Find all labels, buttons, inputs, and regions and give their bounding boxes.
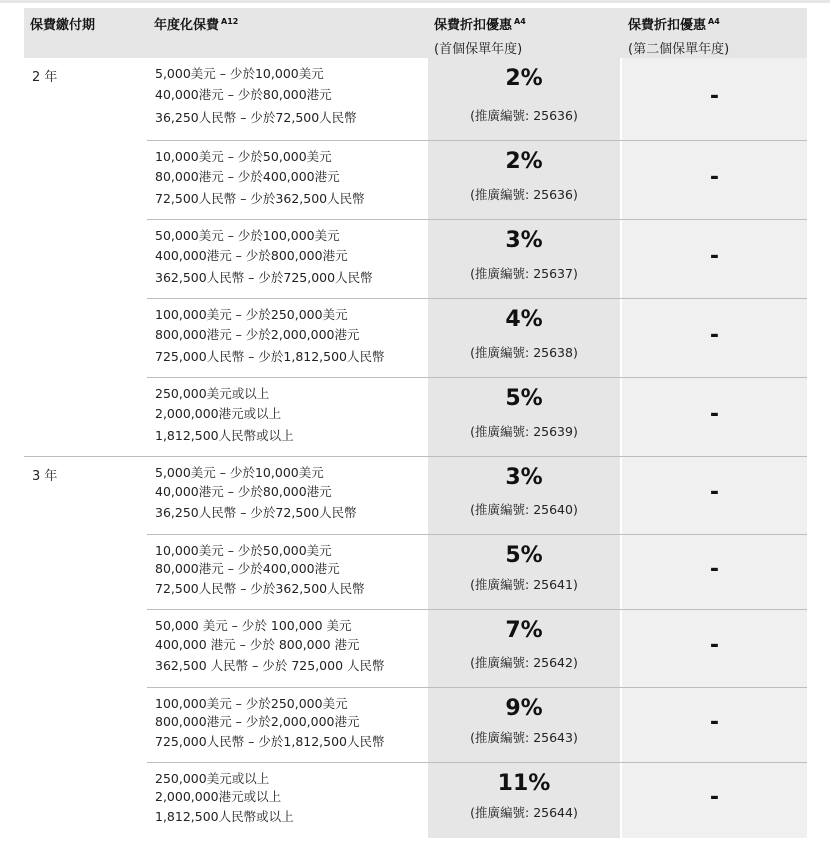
premium-range: 80,000港元 – 少於400,000港元 [155, 169, 340, 184]
promo-code: (推廣編號: 25638) [470, 345, 578, 360]
second-year-discount: - [709, 785, 720, 810]
premium-range: 362,500人民幣 – 少於725,000人民幣 [155, 270, 373, 285]
premium-range: 2,000,000港元或以上 [155, 789, 282, 804]
table-row [24, 457, 807, 535]
discount-percent: 5% [505, 543, 543, 568]
premium-range: 400,000 港元 – 少於 800,000 港元 [155, 637, 360, 652]
footnote-a12: A12 [221, 17, 239, 26]
premium-range: 5,000美元 – 少於10,000美元 [155, 66, 324, 81]
second-year-discount: - [709, 710, 720, 735]
header-second-year-discount: 保費折扣優惠 $^{A4}$ [628, 17, 720, 33]
promo-code: (推廣編號: 25643) [470, 730, 578, 745]
payment-period: 3 年 [32, 469, 58, 484]
promo-code: (推廣編號: 25640) [470, 502, 578, 517]
table-row [24, 610, 807, 688]
header-second-year-sub: (第二個保單年度) [628, 42, 730, 57]
premium-range: 1,812,500人民幣或以上 [155, 809, 294, 824]
premium-range: 250,000美元或以上 [155, 386, 270, 401]
top-border [0, 0, 830, 3]
second-year-discount: - [709, 480, 720, 505]
promo-code: (推廣編號: 25636) [470, 187, 578, 202]
footnote-a4-second: A4 [708, 17, 720, 26]
second-year-discount: - [709, 244, 720, 269]
table-row [24, 58, 807, 141]
premium-range: 36,250人民幣 – 少於72,500人民幣 [155, 110, 357, 125]
second-year-discount: - [709, 402, 720, 427]
second-year-discount: - [709, 557, 720, 582]
premium-range: 725,000人民幣 – 少於1,812,500人民幣 [155, 734, 385, 749]
premium-range: 362,500 人民幣 – 少於 725,000 人民幣 [155, 658, 385, 673]
premium-range: 1,812,500人民幣或以上 [155, 428, 294, 443]
premium-range: 50,000美元 – 少於100,000美元 [155, 228, 340, 243]
premium-range: 725,000人民幣 – 少於1,812,500人民幣 [155, 349, 385, 364]
premium-range: 36,250人民幣 – 少於72,500人民幣 [155, 505, 357, 520]
premium-range: 2,000,000港元或以上 [155, 406, 282, 421]
premium-range: 10,000美元 – 少於50,000美元 [155, 543, 332, 558]
table-row [24, 141, 807, 220]
discount-percent: 11% [497, 771, 551, 796]
header-first-year-discount: 保費折扣優惠 $^{A4}$ [434, 17, 526, 33]
premium-range: 100,000美元 – 少於250,000美元 [155, 307, 348, 322]
table-row [24, 378, 807, 457]
discount-percent: 7% [505, 618, 543, 643]
promo-code: (推廣編號: 25637) [470, 266, 578, 281]
premium-range: 800,000港元 – 少於2,000,000港元 [155, 327, 360, 342]
second-year-discount: - [709, 323, 720, 348]
premium-range: 72,500人民幣 – 少於362,500人民幣 [155, 581, 365, 596]
premium-range: 50,000 美元 – 少於 100,000 美元 [155, 618, 352, 633]
header-first-year-sub: (首個保單年度) [434, 42, 523, 57]
second-year-discount: - [709, 633, 720, 658]
premium-range: 10,000美元 – 少於50,000美元 [155, 149, 332, 164]
premium-range: 250,000美元或以上 [155, 771, 270, 786]
promo-code: (推廣編號: 25644) [470, 805, 578, 820]
header-payment-period: 保費繳付期 [30, 18, 96, 33]
discount-table [24, 8, 807, 824]
discount-percent: 2% [505, 66, 543, 91]
promo-code: (推廣編號: 25642) [470, 655, 578, 670]
discount-percent: 3% [505, 465, 543, 490]
footnote-a4: A4 [514, 17, 526, 26]
payment-period: 2 年 [32, 70, 58, 85]
premium-range: 80,000港元 – 少於400,000港元 [155, 561, 340, 576]
discount-percent: 3% [505, 228, 543, 253]
discount-percent: 2% [505, 149, 543, 174]
premium-range: 400,000港元 – 少於800,000港元 [155, 248, 348, 263]
premium-range: 100,000美元 – 少於250,000美元 [155, 696, 348, 711]
premium-range: 40,000港元 – 少於80,000港元 [155, 484, 332, 499]
premium-range: 72,500人民幣 – 少於362,500人民幣 [155, 191, 365, 206]
second-year-discount: - [709, 165, 720, 190]
table-header [24, 8, 807, 58]
discount-percent: 4% [505, 307, 543, 332]
promo-code: (推廣編號: 25641) [470, 577, 578, 592]
table-row [24, 763, 807, 838]
second-year-discount: - [709, 84, 720, 109]
table-row [24, 220, 807, 299]
table-row [24, 535, 807, 610]
table-row [24, 688, 807, 763]
discount-percent: 5% [505, 386, 543, 411]
promo-code: (推廣編號: 25636) [470, 108, 578, 123]
premium-range: 40,000港元 – 少於80,000港元 [155, 87, 332, 102]
header-annualized-premium: 年度化保費 $^{A12}$ [154, 17, 239, 33]
premium-range: 800,000港元 – 少於2,000,000港元 [155, 714, 360, 729]
table-row [24, 299, 807, 378]
promo-code: (推廣編號: 25639) [470, 424, 578, 439]
premium-range: 5,000美元 – 少於10,000美元 [155, 465, 324, 480]
discount-percent: 9% [505, 696, 543, 721]
